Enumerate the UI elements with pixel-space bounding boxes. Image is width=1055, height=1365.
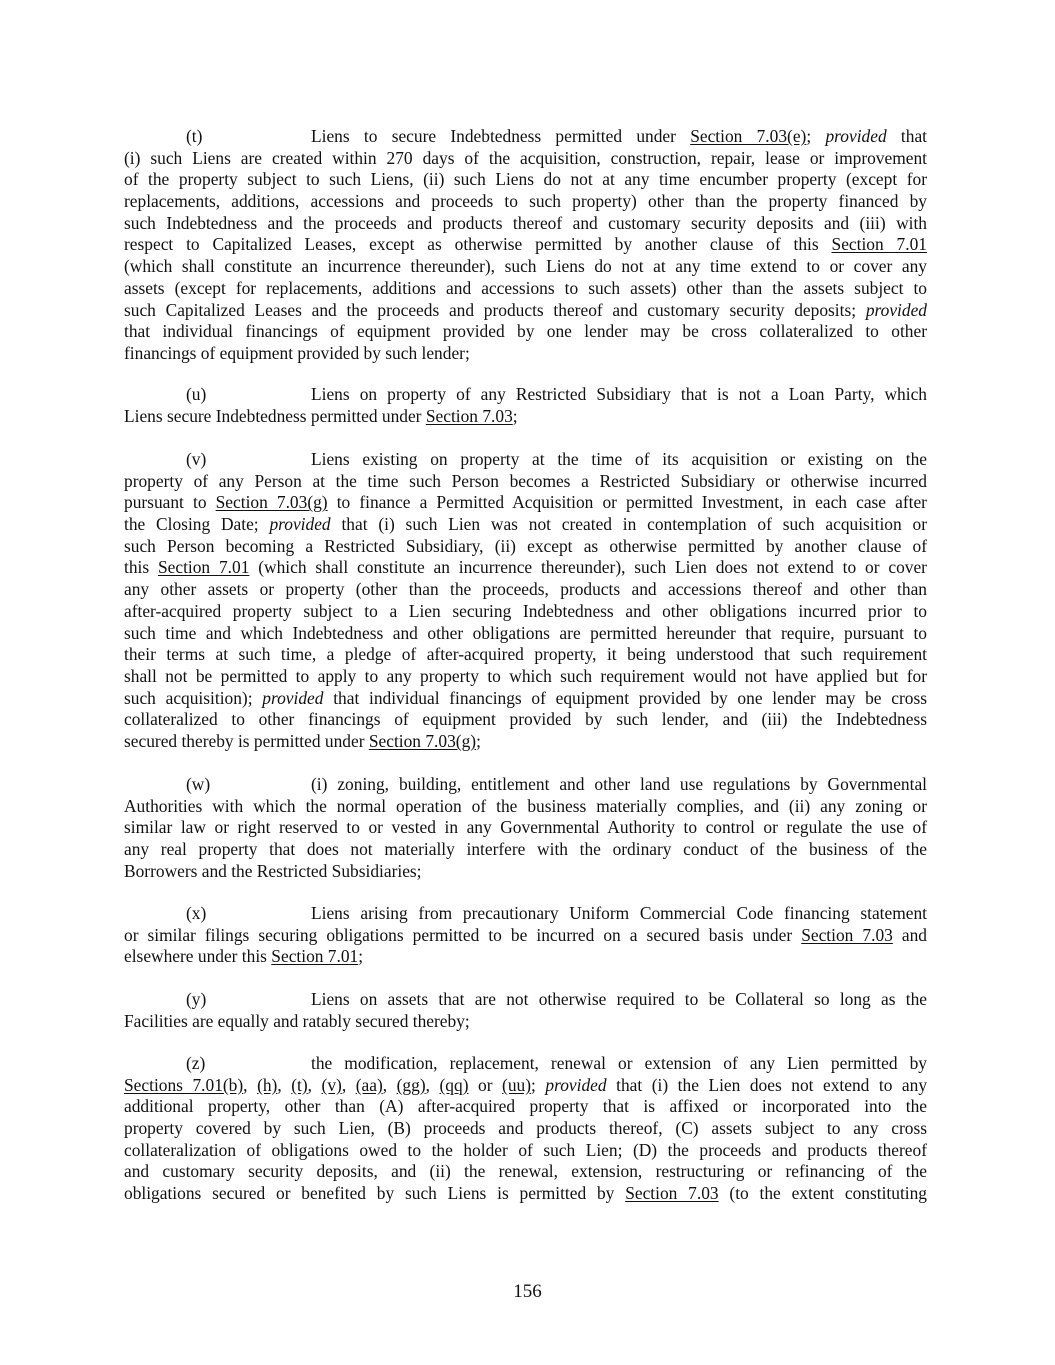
- text-run: ,: [277, 1074, 292, 1095]
- text-line: [124, 601, 927, 623]
- text-run: ,: [425, 1074, 440, 1095]
- text-run: or: [468, 1074, 503, 1095]
- text-run: Liens secure Indebtedness permitted under: [124, 405, 426, 426]
- clause-label: (y): [186, 989, 207, 1009]
- text-line: [124, 536, 927, 558]
- text-line: [124, 449, 927, 471]
- text-run: and customary security deposits, and (ii) the renewal, extension, restructuring or refinancing of the: [124, 1161, 927, 1182]
- text-run: ;: [531, 1074, 546, 1095]
- text-run: ,: [341, 1074, 356, 1095]
- text-run: such Person becoming a Restricted Subsidiary, (ii) except as otherwise permitted by another clause of: [124, 535, 927, 556]
- clause-label: (u): [186, 384, 207, 404]
- text-run: and: [892, 924, 927, 945]
- text-run: such Indebtedness and the proceeds and products thereof and customary security deposits and (iii) with: [124, 212, 927, 233]
- section-reference-link[interactable]: Section 7.03: [425, 405, 513, 426]
- text-line: [124, 623, 927, 645]
- text-run: collateralized to other financings of equipment provided by such lender, and (iii) the Indebtedness: [124, 709, 927, 730]
- clause-z: [124, 1053, 927, 1205]
- text-run: ,: [307, 1074, 322, 1095]
- text-line: [124, 644, 927, 666]
- text-run: Facilities are equally and ratably secured thereby;: [124, 1010, 470, 1031]
- text-run: or similar filings securing obligations permitted to be incurred on a secured basis under: [124, 924, 802, 945]
- section-reference-link[interactable]: (t): [291, 1074, 308, 1095]
- text-line: [124, 492, 927, 514]
- emphasis-text: provided: [545, 1074, 607, 1095]
- text-line: [124, 1140, 927, 1162]
- text-run: shall not be permitted to apply to any property to which such requirement would not have applied but for: [124, 665, 927, 686]
- section-reference-link[interactable]: Section 7.03(g): [215, 492, 328, 513]
- text-line: [124, 774, 927, 796]
- text-run: that: [886, 126, 927, 146]
- text-run: property of any Person at the time such Person becomes a Restricted Subsidiary or otherwise incurred: [124, 470, 927, 491]
- text-line: [124, 406, 927, 428]
- text-line: [124, 1075, 927, 1097]
- clause-label: (z): [186, 1053, 206, 1073]
- text-run: property covered by such Lien, (B) proceeds and products thereof, (C) assets subject to any cross: [124, 1118, 927, 1139]
- page-number: 156: [513, 1281, 542, 1302]
- text-line: [124, 1011, 927, 1033]
- text-line: [124, 169, 927, 191]
- text-run: collateralization of obligations owed to the holder of such Lien; (D) the proceeds and products thereof: [124, 1139, 927, 1160]
- text-run: pursuant to: [124, 492, 216, 513]
- text-run: Liens on property of any Restricted Subsidiary that is not a Loan Party, which: [311, 384, 927, 404]
- text-run: that individual financings of equipment provided by one lender may be cross: [323, 687, 927, 708]
- text-run: any other assets or property (other than the proceeds, products and accessions thereof and other than: [124, 579, 927, 600]
- clause-y: [124, 989, 927, 1032]
- section-reference-link[interactable]: Section 7.03(g): [368, 730, 477, 751]
- text-run: (which shall constitute an incurrence thereunder), such Liens do not at any time extend to or cover any: [124, 256, 927, 277]
- text-run: ;: [476, 730, 481, 751]
- text-run: after-acquired property subject to a Lien securing Indebtedness and other obligations incurred prior to: [124, 600, 927, 621]
- section-reference-link[interactable]: Section 7.03: [801, 924, 893, 945]
- text-line: [124, 256, 927, 278]
- text-run: their terms at such time, a pledge of after-acquired property, it being understood that such requirement: [124, 644, 927, 665]
- text-run: any real property that does not materially interfere with the ordinary conduct of the business of the: [124, 839, 927, 860]
- text-run: the modification, replacement, renewal or extension of any Lien permitted by: [311, 1053, 927, 1073]
- text-line: [124, 1053, 927, 1075]
- emphasis-text: provided: [269, 514, 331, 535]
- text-line: [124, 903, 927, 925]
- text-line: [124, 796, 927, 818]
- text-run: that individual financings of equipment provided by one lender may be cross collateralized to other: [124, 321, 927, 342]
- emphasis-text: provided: [262, 687, 324, 708]
- section-reference-link[interactable]: Section 7.03: [625, 1183, 719, 1204]
- text-run: Borrowers and the Restricted Subsidiaries;: [124, 860, 422, 881]
- text-run: such time and which Indebtedness and other obligations are permitted hereunder that require, pursuant to: [124, 622, 927, 643]
- section-reference-link[interactable]: (h): [257, 1074, 278, 1095]
- text-run: Liens existing on property at the time of its acquisition or existing on the: [311, 449, 927, 469]
- text-run: that (i) such Lien was not created in contemplation of such acquisition or: [330, 514, 927, 535]
- text-run: replacements, additions, accessions and proceeds to such property) other than the property financed by: [124, 191, 927, 212]
- text-run: additional property, other than (A) after-acquired property that is affixed or incorporated into the: [124, 1096, 927, 1117]
- section-reference-link[interactable]: (uu): [502, 1074, 532, 1095]
- text-line: [124, 666, 927, 688]
- text-line: [124, 946, 927, 968]
- text-line: [124, 989, 927, 1011]
- text-line: [124, 1118, 927, 1140]
- text-run: elsewhere under this: [124, 946, 272, 967]
- text-line: [124, 234, 927, 256]
- text-run: secured thereby is permitted under: [124, 730, 369, 751]
- section-reference-link[interactable]: Section 7.03(e): [690, 126, 807, 146]
- text-run: Liens arising from precautionary Uniform Commercial Code financing statement: [311, 903, 927, 923]
- text-line: [124, 384, 927, 406]
- text-run: ;: [806, 126, 826, 146]
- text-run: ,: [243, 1074, 258, 1095]
- text-line: [124, 731, 927, 753]
- clause-label: (w): [186, 774, 211, 794]
- text-run: (which shall constitute an incurrence thereunder), such Lien does not extend to or cover: [249, 557, 927, 578]
- text-line: [124, 839, 927, 861]
- text-line: [124, 688, 927, 710]
- clause-label: (t): [186, 126, 203, 146]
- text-line: [124, 1183, 927, 1205]
- section-reference-link[interactable]: Section 7.01: [271, 946, 359, 967]
- text-line: [124, 709, 927, 731]
- text-run: such Capitalized Leases and the proceeds and products thereof and customary security deposits;: [124, 299, 866, 320]
- clause-t: [124, 126, 927, 365]
- text-line: [124, 1096, 927, 1118]
- text-run: the Closing Date;: [124, 514, 270, 535]
- text-run: that (i) the Lien does not extend to any: [606, 1074, 928, 1095]
- text-line: [124, 557, 927, 579]
- text-run: respect to Capitalized Leases, except as otherwise permitted by another clause of this: [124, 234, 832, 255]
- text-run: Authorities with which the normal operation of the business materially complies, and (ii) any zoning or: [124, 795, 927, 816]
- text-run: financings of equipment provided by such lender;: [124, 342, 470, 363]
- text-run: such acquisition);: [124, 687, 263, 708]
- text-run: similar law or right reserved to or vested in any Governmental Authority to control or regulate the use of: [124, 817, 927, 838]
- text-run: to finance a Permitted Acquisition or permitted Investment, in each case after: [327, 492, 927, 513]
- text-line: [124, 579, 927, 601]
- text-run: assets (except for replacements, additions and accessions to such assets) other than the assets subject to: [124, 277, 927, 298]
- text-run: Liens on assets that are not otherwise required to be Collateral so long as the: [311, 989, 927, 1009]
- text-line: [124, 148, 927, 170]
- text-run: of the property subject to such Liens, (ii) such Liens do not at any time encumber property (except for: [124, 169, 927, 190]
- clause-x: [124, 903, 927, 968]
- emphasis-text: provided: [825, 126, 887, 146]
- section-reference-link[interactable]: Section 7.01: [157, 557, 250, 578]
- text-run: (i) such Liens are created within 270 days of the acquisition, construction, repair, lease or improvement: [124, 147, 927, 168]
- clause-w: [124, 774, 927, 882]
- section-reference-link[interactable]: (qq): [439, 1074, 469, 1095]
- text-line: [124, 278, 927, 300]
- section-reference-link[interactable]: (gg): [396, 1074, 426, 1095]
- text-line: [124, 1161, 927, 1183]
- text-run: ,: [382, 1074, 397, 1095]
- text-line: [124, 126, 927, 148]
- text-line: [124, 817, 927, 839]
- section-reference-link[interactable]: (aa): [355, 1074, 383, 1095]
- text-run: obligations secured or benefited by such Liens is permitted by: [124, 1183, 626, 1204]
- clause-label: (x): [186, 903, 207, 923]
- text-line: [124, 514, 927, 536]
- section-reference-link[interactable]: (v): [321, 1074, 342, 1095]
- text-line: [124, 300, 927, 322]
- text-run: ;: [358, 946, 364, 967]
- text-line: [124, 191, 927, 213]
- text-run: (to the extent constituting: [718, 1183, 927, 1204]
- text-line: [124, 213, 927, 235]
- text-run: ;: [512, 405, 518, 426]
- text-run: this: [124, 557, 158, 578]
- text-line: [124, 321, 927, 343]
- clause-u: [124, 384, 927, 427]
- clause-label: (v): [186, 449, 207, 469]
- clause-v: [124, 449, 927, 753]
- text-line: [124, 343, 927, 365]
- text-line: [124, 471, 927, 493]
- text-run: (i) zoning, building, entitlement and other land use regulations by Governmental: [311, 774, 927, 794]
- text-run: Liens to secure Indebtedness permitted under: [311, 126, 691, 146]
- section-reference-link[interactable]: Section 7.01: [831, 234, 927, 255]
- text-line: [124, 925, 927, 947]
- emphasis-text: provided: [865, 299, 927, 320]
- section-reference-link[interactable]: Sections 7.01(b): [124, 1074, 244, 1095]
- text-line: [124, 861, 927, 883]
